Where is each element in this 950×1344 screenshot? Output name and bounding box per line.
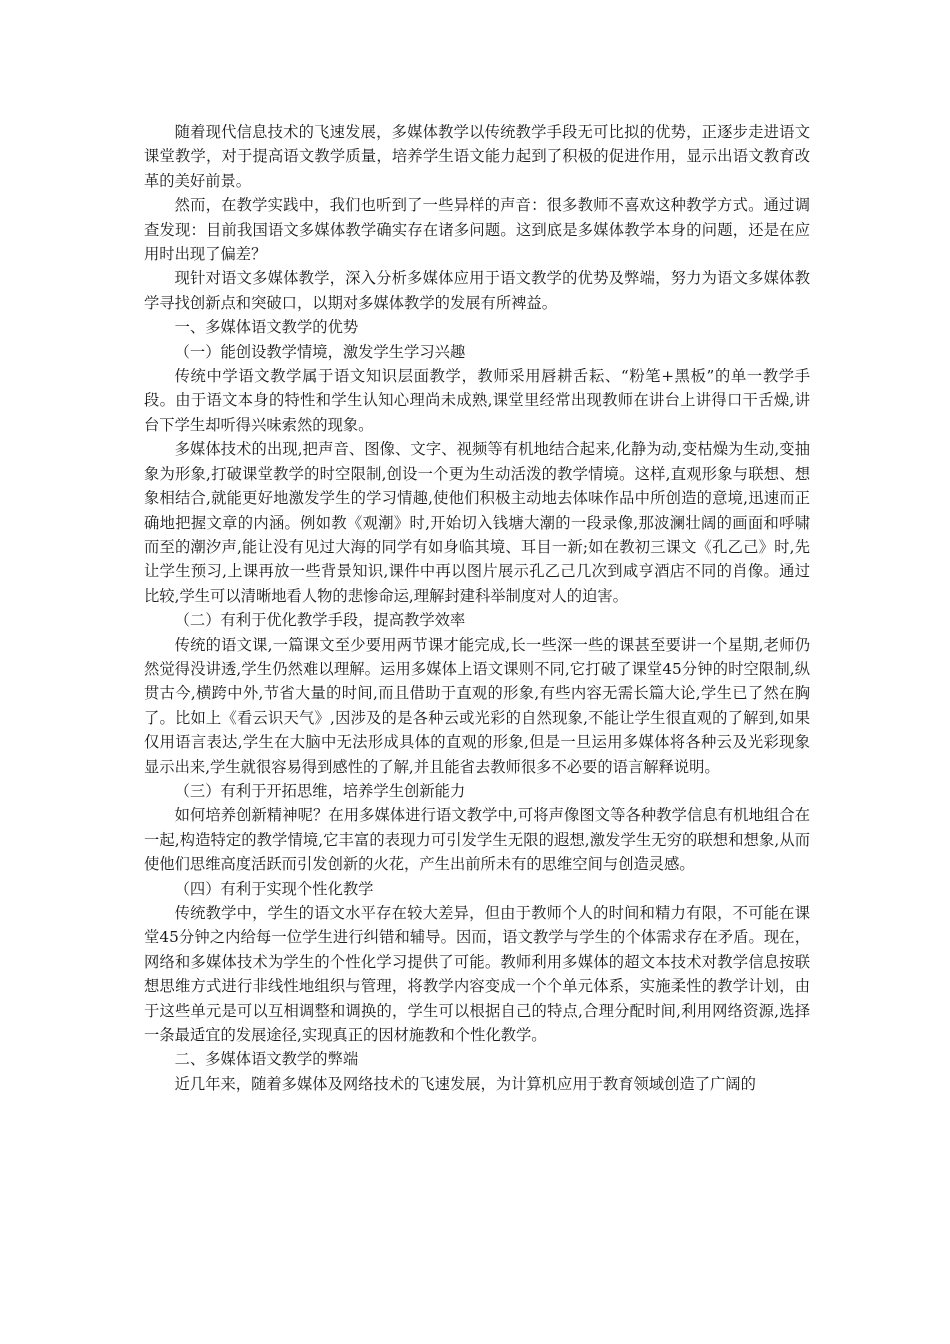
section-heading-disadvantages: 二、多媒体语文教学的弊端 <box>174 1050 359 1069</box>
subsection-heading-2: （二）有利于优化教学手段，提高教学效率 <box>174 611 466 630</box>
section-heading-advantages: 一、多媒体语文教学的优势 <box>174 318 359 337</box>
paragraph-multimedia: 多媒体技术的出现,把声音、图像、文字、视频等有机地结合起来,化静为动,变枯燥为生动,变抽象为形象,打破课堂教学的时空限制,创设一个更为生动活泼的教学情境。这样,直观形象与联想、想象相结合,就能更好地激发学生的学习情趣,使他们积极主动地去体味作品中所创造的意境,迅速而正确地把握文章的内涵。例如教《观潮》时,开始切入钱塘大潮的一段录像,那波澜壮阔的画面和呼啸而至的潮汐声,能让没有见过大海的同学有如身临其境、耳目一新;如在教初三课文《孔乙己》时,先让学生预习,上课再放一些背景知识,课件中再以图片展示孔乙己几次到咸亨酒店不同的肖像。通过比较,学生可以清晰地看人物的悲惨命运,理解封建科举制度对人的迫害。 <box>144 440 810 605</box>
paragraph-problem: 然而，在教学实践中，我们也听到了一些异样的声音：很多教师不喜欢这种教学方式。通过调查发现：目前我国语文多媒体教学确实存在诸多问题。这到底是多媒体教学本身的问题，还是在应用时出现了偏差？ <box>144 196 810 264</box>
paragraph-intro: 随着现代信息技术的飞速发展，多媒体教学以传统教学手段无可比拟的优势，正逐步走进语文课堂教学，对于提高语文教学质量，培养学生语文能力起到了积极的促进作用，显示出语文教育改革的美好前景。 <box>144 123 810 190</box>
subsection-heading-1: （一）能创设教学情境，激发学生学习兴趣 <box>174 342 466 361</box>
paragraph-creativity: 如何培养创新精神呢？在用多媒体进行语文教学中,可将声像图文等各种教学信息有机地组合在一起,构造特定的教学情境,它丰富的表现力可引发学生无限的遐想,激发学生无穷的联想和想象,从而使他们思维高度活跃而引发创新的火花，产生出前所未有的思维空间与创造灵感。 <box>144 806 810 874</box>
paragraph-purpose: 现针对语文多媒体教学，深入分析多媒体应用于语文教学的优势及弊端，努力为语文多媒体教学寻找创新点和突破口，以期对多媒体教学的发展有所裨益。 <box>144 269 810 312</box>
paragraph-personalized: 传统教学中，学生的语文水平存在较大差异，但由于教师个人的时间和精力有限，不可能在课堂45分钟之内给每一位学生进行纠错和辅导。因而，语文教学与学生的个体需求存在矛盾。现在，网络和多媒体技术为学生的个性化学习提供了可能。教师利用多媒体的超文本技术对教学信息按联想思维方式进行非线性地组织与管理，将教学内容变成一个个单元体系，实施柔性的教学计划，由于这些单元是可以互相调整和调换的，学生可以根据自己的特点,合理分配时间,利用网络资源,选择一条最适宜的发展途径,实现真正的因材施教和个性化教学。 <box>144 904 810 1045</box>
subsection-heading-3: （三）有利于开拓思维，培养学生创新能力 <box>174 781 466 800</box>
document-body <box>144 120 810 1096</box>
subsection-heading-4: （四）有利于实现个性化教学 <box>174 879 374 898</box>
paragraph-recent-years: 近几年来，随着多媒体及网络技术的飞速发展，为计算机应用于教育领域创造了广阔的 <box>174 1074 756 1093</box>
paragraph-traditional: 传统中学语文教学属于语文知识层面教学，教师采用唇耕舌耘、“粉笔+黑板”的单一教学手段。由于语文本身的特性和学生认知心理尚未成熟,课堂里经常出现教师在讲台上讲得口干舌燥,讲台下学生却听得兴味索然的现象。 <box>144 367 810 434</box>
paragraph-efficiency: 传统的语文课,一篇课文至少要用两节课才能完成,长一些深一些的课甚至要讲一个星期,老师仍然觉得没讲透,学生仍然难以理解。运用多媒体上语文课则不同,它打破了课堂45分钟的时空限制,纵贯古今,横跨中外,节省大量的时间,而且借助于直观的形象,有些内容无需长篇大论,学生已了然在胸了。比如上《看云识天气》,因涉及的是各种云或光彩的自然现象,不能让学生很直观的了解到,如果仅用语言表达,学生在大脑中无法形成具体的直观的形象,但是一旦运用多媒体将各种云及光彩现象显示出来,学生就很容易得到感性的了解,并且能省去教师很多不必要的语言解释说明。 <box>144 635 810 776</box>
